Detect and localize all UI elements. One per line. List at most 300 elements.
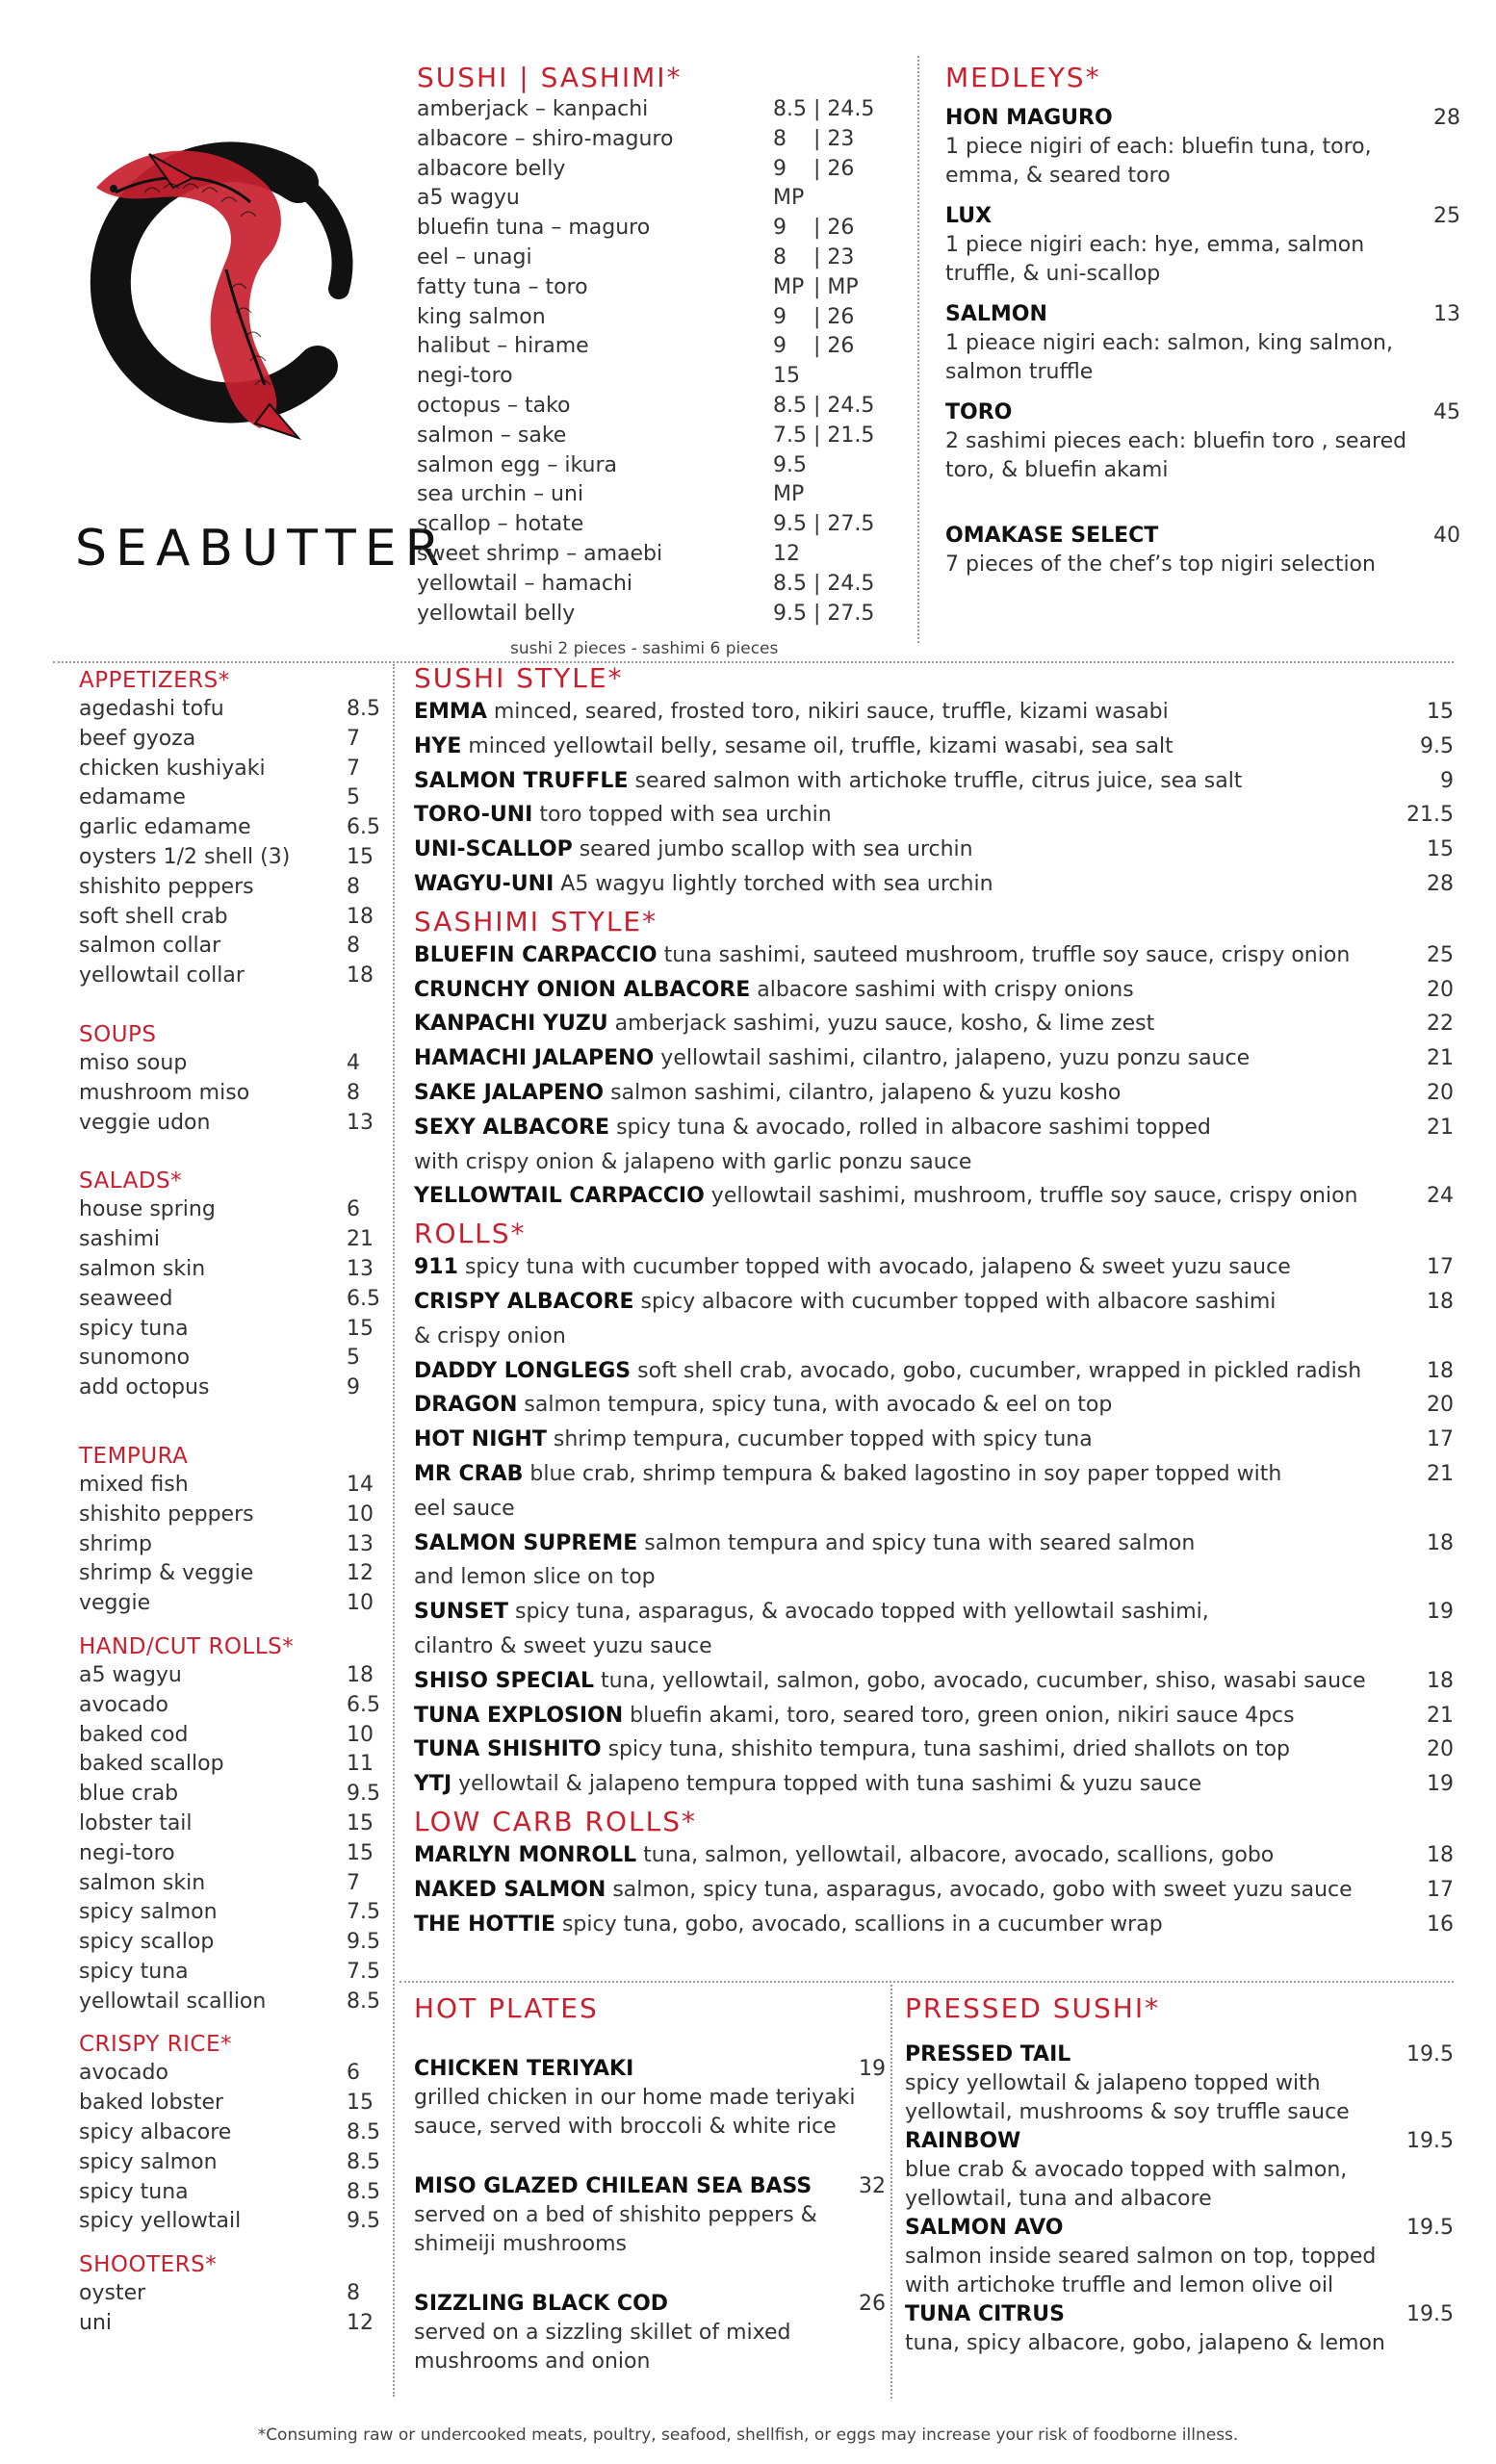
menu-row	[79, 2178, 380, 2208]
item-name: spicy scallop	[79, 1930, 215, 1955]
item-price: 9	[347, 1375, 360, 1400]
hot-plate-description: served on a bed of shishito peppers &	[414, 2203, 817, 2227]
dish-price: 22	[1427, 1012, 1454, 1037]
dish-row	[414, 1732, 1454, 1767]
dish-description-continued: & crispy onion	[414, 1323, 566, 1348]
koi-fish-logo-icon	[58, 125, 404, 443]
left-section-items	[79, 1471, 377, 1619]
medley-description: 1 pieace nigiri each: salmon, king salmon,	[945, 331, 1393, 355]
dish-name: NAKED SALMON	[414, 1877, 606, 1902]
left-section-title: TEMPURA	[79, 1443, 189, 1469]
dish-name: SHISO SPECIAL	[414, 1668, 595, 1693]
hot-plate-description: served on a sizzling skillet of mixed	[414, 2321, 791, 2345]
menu-row	[79, 2207, 380, 2237]
item-name: chicken kushiyaki	[79, 756, 266, 781]
dish-price: 18	[1427, 1358, 1454, 1383]
dish-name: DADDY LONGLEGS	[414, 1358, 632, 1383]
menu-row	[79, 1898, 380, 1928]
item-name: sea urchin – uni	[417, 482, 584, 507]
sushi-price: 12	[773, 541, 800, 566]
dish-price: 17	[1427, 1255, 1454, 1280]
pressed-sushi-name: RAINBOW	[905, 2129, 1021, 2153]
item-name: beef gyoza	[79, 726, 196, 751]
medley-price: 25	[1433, 204, 1460, 228]
dish-description: yellowtail & jalapeno tempura topped with tuna sashimi & yuzu sauce	[458, 1772, 1202, 1797]
dish-row	[414, 695, 1454, 730]
item-name: eel – unagi	[417, 244, 532, 270]
item-price: 13	[347, 1256, 374, 1281]
hot-plates-title: HOT PLATES	[414, 1992, 599, 2024]
pressed-sushi-name: SALMON AVO	[905, 2216, 1064, 2240]
item-name: salmon egg – ikura	[417, 452, 617, 477]
item-price: 8	[347, 874, 360, 899]
item-price: 12	[347, 2311, 374, 2336]
hot-plate-item	[414, 2172, 886, 2259]
sashimi-price: | 27.5	[813, 601, 875, 626]
dish-row	[414, 867, 1454, 902]
dish-price: 21	[1427, 1703, 1454, 1728]
dish-row	[414, 1767, 1454, 1802]
menu-row	[79, 1839, 377, 1869]
dish-description: spicy tuna, asparagus, & avocado topped with yellowtail sashimi,	[515, 1600, 1209, 1625]
medley-item	[945, 202, 1460, 289]
pressed-sushi-description: yellowtail, tuna and albacore	[905, 2187, 1212, 2211]
dish-description: shrimp tempura, cucumber topped with spicy tuna	[553, 1427, 1093, 1452]
dish-price: 21	[1427, 1046, 1454, 1071]
menu-row	[79, 1661, 377, 1691]
dish-price: 20	[1427, 1737, 1454, 1762]
hot-plate-description: mushrooms and onion	[414, 2349, 651, 2374]
item-name: agedashi tofu	[79, 697, 224, 721]
menu-row	[79, 903, 377, 933]
dish-row	[414, 1527, 1454, 1561]
item-price: 15	[347, 2091, 374, 2116]
item-price: 4	[347, 1050, 360, 1075]
item-price: 15	[347, 1316, 374, 1341]
menu-row	[79, 1471, 377, 1501]
sushi-sashimi-row	[417, 157, 898, 187]
medley-name: LUX	[945, 204, 993, 228]
dish-price: 24	[1427, 1184, 1454, 1209]
menu-row	[79, 783, 377, 813]
item-name: spicy salmon	[79, 2149, 218, 2174]
sushi-price: 9.5	[773, 452, 807, 477]
sushi-sashimi-title: SUSHI | SASHIMI*	[417, 62, 683, 93]
dish-price: 20	[1427, 1080, 1454, 1105]
dish-row	[414, 1908, 1454, 1942]
dish-description: spicy tuna, gobo, avocado, scallions in a cucumber wrap	[561, 1912, 1163, 1937]
menu-row	[79, 1928, 380, 1958]
hot-plate-price: 19	[859, 2057, 886, 2081]
divider-top-vertical	[917, 56, 919, 643]
item-name: spicy tuna	[79, 1316, 189, 1341]
dish-description: salmon tempura and spicy tuna with seared salmon	[644, 1530, 1196, 1555]
menu-row	[79, 1049, 377, 1079]
item-name: spicy tuna	[79, 2179, 189, 2204]
menu-row	[79, 1988, 380, 2017]
item-name: shrimp	[79, 1531, 152, 1556]
menu-row	[79, 1225, 377, 1255]
menu-row	[79, 2089, 377, 2118]
medley-price: 40	[1433, 524, 1460, 548]
sushi-sashimi-row	[417, 542, 898, 572]
item-price: 5	[347, 1346, 360, 1371]
left-section-items	[79, 2279, 377, 2339]
sushi-sashimi-row	[417, 424, 898, 453]
dish-name: TUNA EXPLOSION	[414, 1703, 624, 1728]
dish-row	[414, 833, 1454, 867]
sashimi-price: | 24.5	[813, 393, 875, 418]
item-price: 8.5	[347, 2179, 380, 2204]
left-section-title: SALADS*	[79, 1168, 183, 1194]
dish-row	[414, 1076, 1454, 1111]
menu-row	[79, 2279, 377, 2309]
dish-description: bluefin akami, toro, seared toro, green onion, nikiri sauce 4pcs	[630, 1703, 1295, 1728]
item-name: oyster	[79, 2281, 146, 2306]
dish-description: minced, seared, frosted toro, nikiri sauce, truffle, kizami wasabi	[493, 700, 1169, 724]
dish-name: SALMON TRUFFLE	[414, 768, 629, 793]
dish-name: YTJ	[414, 1772, 452, 1797]
dish-description: spicy tuna & avocado, rolled in albacore sashimi topped	[616, 1115, 1211, 1140]
dish-description: tuna, salmon, yellowtail, albacore, avocado, scallions, gobo	[643, 1842, 1275, 1867]
item-name: garlic edamame	[79, 815, 251, 840]
sushi-sashimi-note: sushi 2 pieces - sashimi 6 pieces	[510, 639, 779, 658]
pressed-sushi-description: yellowtail, mushrooms & soy truffle sauce	[905, 2100, 1350, 2124]
item-name: negi-toro	[417, 364, 513, 389]
item-price: 7.5	[347, 1959, 380, 1984]
sushi-price: 15	[773, 364, 800, 389]
hot-plate-description: shimeiji mushrooms	[414, 2232, 627, 2256]
dish-row	[414, 1423, 1454, 1457]
pressed-sushi-description: spicy yellowtail & jalapeno topped with	[905, 2071, 1321, 2095]
item-name: uni	[79, 2311, 112, 2336]
sushi-sashimi-row	[417, 364, 898, 394]
dish-name: 911	[414, 1255, 458, 1280]
sushi-price: 8.5	[773, 97, 807, 121]
dish-price: 9.5	[1420, 733, 1454, 758]
item-price: 10	[347, 1591, 374, 1616]
sushi-price: 9.5	[773, 601, 807, 626]
item-price: 13	[347, 1110, 374, 1135]
item-name: miso soup	[79, 1050, 188, 1075]
dish-row	[414, 1111, 1454, 1145]
pressed-sushi-price: 19.5	[1406, 2302, 1454, 2326]
sushi-sashimi-row	[417, 482, 898, 512]
dish-price: 18	[1427, 1842, 1454, 1867]
item-name: baked lobster	[79, 2091, 224, 2116]
item-price: 9.5	[347, 2209, 380, 2234]
dish-description: tuna, yellowtail, salmon, gobo, avocado, cucumber, shiso, wasabi sauce	[601, 1668, 1366, 1693]
item-name: baked cod	[79, 1722, 189, 1747]
pressed-sushi-price: 19.5	[1406, 2216, 1454, 2240]
item-price: 8	[347, 2281, 360, 2306]
item-name: sunomono	[79, 1346, 191, 1371]
dish-price: 21	[1427, 1461, 1454, 1486]
item-price: 10	[347, 1502, 374, 1527]
item-price: 8	[347, 934, 360, 959]
menu-row	[79, 932, 377, 962]
menu-row	[79, 1750, 377, 1780]
medley-name: HON MAGURO	[945, 106, 1113, 130]
dish-price: 20	[1427, 977, 1454, 1002]
item-name: blue crab	[79, 1782, 179, 1807]
item-price: 12	[347, 1561, 374, 1586]
dish-description: salmon tempura, spicy tuna, with avocado & eel on top	[524, 1393, 1113, 1418]
dish-row	[414, 1041, 1454, 1076]
pressed-sushi-name: TUNA CITRUS	[905, 2302, 1065, 2326]
item-price: 14	[347, 1472, 374, 1497]
dish-row	[414, 1179, 1454, 1214]
dish-description: salmon sashimi, cilantro, jalapeno & yuzu kosho	[610, 1080, 1122, 1105]
foodborne-illness-disclaimer: *Consuming raw or undercooked meats, poultry, seafood, shellfish, or eggs may increase your risk of foodborne illness.	[257, 2426, 1239, 2445]
pressed-sushi-price: 19.5	[1406, 2042, 1454, 2066]
menu-row	[79, 1315, 377, 1345]
item-name: add octopus	[79, 1375, 210, 1400]
sushi-sashimi-row	[417, 394, 898, 424]
dish-price: 21.5	[1406, 803, 1454, 828]
dish-row	[414, 798, 1454, 833]
item-name: albacore – shiro-maguro	[417, 126, 674, 151]
dish-description-continued: cilantro & sweet yuzu sauce	[414, 1633, 712, 1658]
medley-description: salmon truffle	[945, 360, 1094, 384]
hot-plate-price: 26	[859, 2292, 886, 2316]
item-name: a5 wagyu	[417, 186, 520, 211]
pressed-sushi-item	[905, 2214, 1454, 2300]
item-name: soft shell crab	[79, 904, 228, 929]
item-price: 15	[347, 1810, 374, 1835]
dish-name: EMMA	[414, 700, 487, 724]
left-section-title: SHOOTERS*	[79, 2252, 218, 2278]
sashimi-price: | 26	[813, 334, 855, 359]
item-name: salmon skin	[79, 1256, 206, 1281]
item-name: salmon collar	[79, 934, 221, 959]
item-price: 21	[347, 1227, 374, 1252]
dish-row	[414, 764, 1454, 799]
dish-row	[414, 1250, 1454, 1285]
pressed-sushi-description: with artichoke truffle and lemon olive oil	[905, 2273, 1334, 2297]
item-price: 15	[347, 1840, 374, 1865]
dish-row	[414, 730, 1454, 764]
menu-row	[79, 2309, 377, 2339]
item-price: 7	[347, 756, 360, 781]
sushi-price: 9	[773, 156, 787, 181]
item-name: sashimi	[79, 1227, 161, 1252]
pressed-sushi-item	[905, 2127, 1454, 2214]
dish-description: albacore sashimi with crispy onions	[757, 977, 1134, 1002]
dish-row	[414, 1354, 1454, 1389]
item-name: mushroom miso	[79, 1080, 250, 1105]
menu-row	[79, 1691, 380, 1721]
item-price: 18	[347, 1662, 374, 1687]
medley-item	[945, 104, 1460, 191]
menu-row	[79, 725, 377, 755]
medley-name: SALMON	[945, 302, 1047, 326]
menu-row	[79, 1501, 377, 1530]
menu-row	[79, 2059, 377, 2089]
item-price: 5	[347, 785, 360, 810]
pressed-sushi-description: blue crab & avocado topped with salmon,	[905, 2158, 1348, 2182]
dish-price: 18	[1427, 1530, 1454, 1555]
menu-row	[79, 843, 377, 873]
sushi-sashimi-row	[417, 186, 898, 216]
item-price: 7	[347, 1870, 360, 1895]
menu-row	[79, 1589, 377, 1619]
medley-description: toro, & bluefin akami	[945, 458, 1169, 482]
pressed-sushi-name: PRESSED TAIL	[905, 2042, 1071, 2066]
menu-row	[79, 962, 377, 991]
item-name: sweet shrimp – amaebi	[417, 541, 663, 566]
pressed-sushi-price: 19.5	[1406, 2129, 1454, 2153]
sushi-sashimi-list	[417, 97, 898, 630]
pressed-sushi-item	[905, 2300, 1454, 2358]
dish-row	[414, 938, 1454, 973]
dish-name: WAGYU-UNI	[414, 871, 555, 896]
item-name: house spring	[79, 1197, 216, 1222]
dish-description-continued: with crispy onion & jalapeno with garlic ponzu sauce	[414, 1149, 972, 1174]
dish-price: 21	[1427, 1115, 1454, 1140]
pressed-sushi-list	[905, 2040, 1454, 2358]
dish-description-continued: and lemon slice on top	[414, 1565, 656, 1590]
menu-row	[79, 1958, 380, 1988]
sashimi-price: | 24.5	[813, 571, 875, 596]
dish-price: 17	[1427, 1427, 1454, 1452]
hot-plate-item	[414, 2055, 886, 2142]
sushi-price: MP	[773, 274, 805, 299]
sashimi-price: | 23	[813, 244, 855, 270]
menu-row	[79, 873, 377, 903]
sushi-sashimi-row	[417, 512, 898, 542]
dish-price: 28	[1427, 871, 1454, 896]
menu-row	[79, 1285, 380, 1315]
sushi-price: 8.5	[773, 393, 807, 418]
dish-description: spicy tuna, shishito tempura, tuna sashimi, dried shallots on top	[607, 1737, 1291, 1762]
item-name: edamame	[79, 785, 186, 810]
item-name: yellowtail belly	[417, 601, 576, 626]
item-name: veggie	[79, 1591, 151, 1616]
hot-plate-item	[414, 2290, 886, 2376]
dish-name: KANPACHI YUZU	[414, 1012, 608, 1037]
hot-plate-name: CHICKEN TERIYAKI	[414, 2057, 634, 2081]
hot-plate-name: SIZZLING BLACK COD	[414, 2292, 669, 2316]
hot-plate-name: MISO GLAZED CHILEAN SEA BASS	[414, 2174, 812, 2198]
item-price: 11	[347, 1752, 374, 1777]
dish-row	[414, 1285, 1454, 1320]
item-name: avocado	[79, 2061, 168, 2086]
item-name: salmon – sake	[417, 423, 567, 448]
item-name: shishito peppers	[79, 1502, 254, 1527]
divider-horizontal-bottom	[400, 1981, 1454, 1983]
dish-price: 25	[1427, 942, 1454, 967]
medley-description: 2 sashimi pieces each: bluefin toro , seared	[945, 429, 1407, 453]
dish-name: HAMACHI JALAPENO	[414, 1046, 655, 1071]
sushi-sashimi-row	[417, 127, 898, 157]
pressed-sushi-title: PRESSED SUSHI*	[905, 1992, 1161, 2024]
item-name: scallop – hotate	[417, 512, 584, 537]
medley-price: 45	[1433, 400, 1460, 424]
item-price: 8.5	[347, 2149, 380, 2174]
dish-description: minced yellowtail belly, sesame oil, truffle, kizami wasabi, sea salt	[468, 733, 1174, 758]
dish-name: HOT NIGHT	[414, 1427, 547, 1452]
dish-name: SEXY ALBACORE	[414, 1115, 610, 1140]
dish-description: blue crab, shrimp tempura & baked lagostino in soy paper topped with	[529, 1461, 1282, 1486]
sushi-price: 9	[773, 334, 787, 359]
dish-price: 18	[1427, 1289, 1454, 1314]
sushi-price: 8.5	[773, 571, 807, 596]
dish-description: spicy tuna with cucumber topped with avocado, jalapeno & sweet yuzu sauce	[464, 1255, 1291, 1280]
item-name: king salmon	[417, 304, 546, 329]
sashimi-price: | 26	[813, 156, 855, 181]
menu-row	[79, 1255, 377, 1285]
menu-row	[79, 1780, 380, 1810]
main-column	[414, 662, 1454, 1941]
item-name: amberjack – kanpachi	[417, 97, 649, 121]
dish-name: SAKE JALAPENO	[414, 1080, 605, 1105]
item-name: lobster tail	[79, 1810, 193, 1835]
item-name: yellowtail scallion	[79, 1989, 267, 2014]
sushi-price: 9	[773, 304, 787, 329]
item-price: 6.5	[347, 1286, 380, 1311]
sushi-sashimi-row	[417, 602, 898, 631]
dish-description-continued: eel sauce	[414, 1496, 515, 1521]
dish-row	[414, 1838, 1454, 1873]
item-name: oysters 1/2 shell (3)	[79, 844, 291, 869]
item-price: 8.5	[347, 2120, 380, 2145]
medley-description: truffle, & uni-scallop	[945, 262, 1161, 286]
item-price: 6.5	[347, 1692, 380, 1717]
dish-name: THE HOTTIE	[414, 1912, 555, 1937]
dish-name: MARLYN MONROLL	[414, 1842, 637, 1867]
left-column	[79, 666, 380, 2339]
item-price: 8	[347, 1080, 360, 1105]
dish-price: 15	[1427, 700, 1454, 724]
item-price: 18	[347, 963, 374, 988]
item-name: albacore belly	[417, 156, 566, 181]
item-price: 9.5	[347, 1782, 380, 1807]
main-section-title: ROLLS*	[414, 1218, 527, 1250]
item-name: shrimp & veggie	[79, 1561, 254, 1586]
menu-row	[79, 1559, 377, 1589]
item-name: seaweed	[79, 1286, 173, 1311]
item-price: 9.5	[347, 1930, 380, 1955]
dish-row	[414, 1873, 1454, 1908]
dish-price: 19	[1427, 1600, 1454, 1625]
dish-name: UNI-SCALLOP	[414, 837, 573, 862]
dish-price: 15	[1427, 837, 1454, 862]
item-price: 6	[347, 2061, 360, 2086]
sushi-sashimi-row	[417, 275, 898, 305]
sushi-price: 8	[773, 244, 787, 270]
hot-plates-list	[414, 2055, 886, 2376]
medley-item	[945, 522, 1460, 579]
medley-description: 1 piece nigiri each: hye, emma, salmon	[945, 233, 1365, 257]
sushi-price: 9	[773, 216, 787, 241]
dish-name: DRAGON	[414, 1393, 518, 1418]
dish-price: 17	[1427, 1877, 1454, 1902]
sushi-sashimi-row	[417, 572, 898, 602]
item-name: negi-toro	[79, 1840, 175, 1865]
left-section-title: HAND/CUT ROLLS*	[79, 1633, 295, 1659]
sashimi-price: | 24.5	[813, 97, 875, 121]
dish-name: CRISPY ALBACORE	[414, 1289, 634, 1314]
item-price: 7.5	[347, 1900, 380, 1925]
dish-description: A5 wagyu lightly torched with sea urchin	[560, 871, 993, 896]
medleys-list	[945, 104, 1460, 579]
item-name: bluefin tuna – maguro	[417, 216, 651, 241]
main-section-title: LOW CARB ROLLS*	[414, 1805, 697, 1837]
sashimi-price: | 26	[813, 216, 855, 241]
sushi-sashimi-row	[417, 305, 898, 335]
dish-description: soft shell crab, avocado, gobo, cucumber, wrapped in pickled radish	[637, 1358, 1362, 1383]
